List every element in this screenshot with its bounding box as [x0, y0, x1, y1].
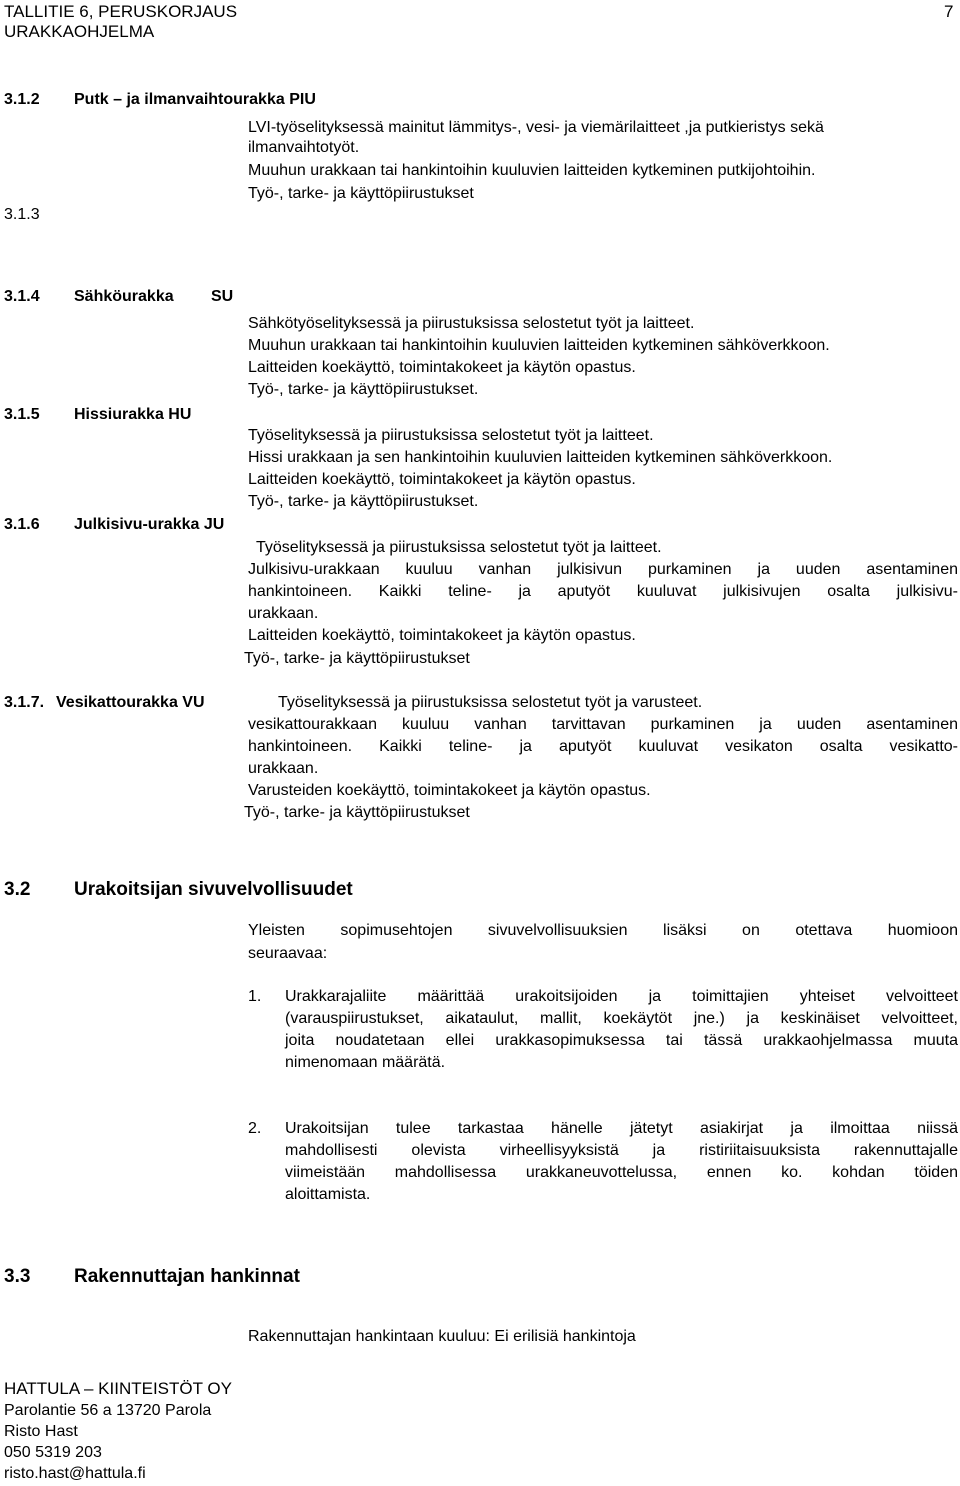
section-title-vu: Vesikattourakka VU — [56, 694, 205, 711]
list-item-number: 1. — [248, 988, 262, 1005]
ju-text-line: Työ-, tarke- ja käyttöpiirustukset — [244, 650, 470, 667]
piu-text-line: Työ-, tarke- ja käyttöpiirustukset — [248, 185, 474, 202]
list-item-2-line: viimeistään mahdollisessa urakkaneuvottelussa, ennen ko. kohdan töiden — [285, 1164, 958, 1181]
hu-text-block — [248, 425, 832, 513]
footer-person: Risto Hast — [4, 1423, 78, 1440]
piu-text-line: ilmanvaihtotyöt. — [248, 139, 360, 156]
footer-company: HATTULA – KIINTEISTÖT OY — [4, 1379, 232, 1398]
section-title-su: Sähköurakka — [74, 288, 174, 305]
hu-text-line: Hissi urakkaan ja sen hankintoihin kuuluvien laitteiden kytkeminen sähköverkkoon. — [248, 449, 833, 466]
section-number-3-1-2: 3.1.2 — [4, 91, 40, 108]
hankinnat-text: Rakennuttajan hankintaan kuuluu: Ei erilisiä hankintoja — [248, 1328, 636, 1345]
su-text-line: Laitteiden koekäyttö, toimintakokeet ja käytön opastus. — [248, 359, 636, 376]
section-title-hankinnat: Rakennuttajan hankinnat — [74, 1266, 300, 1287]
sivuvelvollisuudet-intro: seuraavaa: — [248, 945, 328, 962]
list-item-2-line: Urakoitsijan tulee tarkastaa hänelle jätetyt asiakirjat ja ilmoittaa niissä — [285, 1120, 958, 1137]
vu-text-line: Varusteiden koekäyttö, toimintakokeet ja käytön opastus. — [248, 782, 651, 799]
section-title-hu: Hissiurakka HU — [74, 406, 192, 423]
list-item-1-line: Urakkarajaliite määrittää urakoitsijoiden ja toimittajien yhteiset velvoitteet — [285, 988, 958, 1005]
list-item-2-line: mahdollisesti olevista virheellisyyksistä ja ristiriitaisuuksista rakennuttajalle — [285, 1142, 958, 1159]
vu-text-line: hankintoineen. Kaikki teline- ja aputyöt kuuluvat vesikaton osalta vesikatto- — [248, 738, 958, 755]
section-number-3-1-7: 3.1.7. — [4, 694, 45, 711]
section-title-piu: Putk – ja ilmanvaihtourakka PIU — [74, 91, 316, 108]
section-code-su: SU — [211, 288, 234, 305]
header-title: TALLITIE 6, PERUSKORJAUS — [4, 2, 238, 21]
ju-text-line: Laitteiden koekäyttö, toimintakokeet ja käytön opastus. — [248, 627, 636, 644]
page-number: 7 — [944, 2, 954, 21]
header-subtitle: URAKKAOHJELMA — [4, 22, 155, 41]
ju-text-line: Julkisivu-urakkaan kuuluu vanhan julkisivun purkaminen ja uuden asentaminen — [248, 561, 958, 578]
list-item-1-line: joita noudatetaan ellei urakkasopimuksessa tai tässä urakkaohjelmassa muuta — [285, 1032, 958, 1049]
sivuvelvollisuudet-intro: Yleisten sopimusehtojen sivuvelvollisuuksien lisäksi on otettava huomioon — [248, 922, 958, 939]
ju-text-line: hankintoineen. Kaikki teline- ja aputyöt kuuluvat julkisivujen osalta julkisivu- — [248, 583, 958, 600]
hu-text-line: Laitteiden koekäyttö, toimintakokeet ja käytön opastus. — [248, 471, 636, 488]
footer-phone: 050 5319 203 — [4, 1444, 102, 1461]
piu-text-line: LVI-työselityksessä mainitut lämmitys-, vesi- ja viemärilaitteet ,ja putkieristys sekä — [248, 119, 824, 136]
hu-text-line: Työselityksessä ja piirustuksissa selostetut työt ja laitteet. — [248, 427, 654, 444]
list-item-1-line: (varauspiirustukset, aikataulut, mallit, koekäytöt jne.) ja keskinäiset velvoitteet, — [285, 1010, 958, 1027]
vu-text-line: Työselityksessä ja piirustuksissa selostetut työt ja varusteet. — [278, 694, 703, 711]
ju-text-line: urakkaan. — [248, 605, 319, 622]
section-number-3-3: 3.3 — [4, 1266, 31, 1287]
section-title-ju: Julkisivu-urakka JU — [74, 516, 225, 533]
section-number-3-1-4: 3.1.4 — [4, 288, 40, 305]
su-text-block — [248, 313, 830, 401]
section-number-3-1-3: 3.1.3 — [4, 206, 40, 223]
ju-text-line: Työselityksessä ja piirustuksissa selostetut työt ja laitteet. — [256, 539, 662, 556]
hu-text-line: Työ-, tarke- ja käyttöpiirustukset. — [248, 493, 479, 510]
section-number-3-2: 3.2 — [4, 879, 31, 900]
footer-email: risto.hast@hattula.fi — [4, 1465, 146, 1482]
vu-text-line: vesikattourakkaan kuuluu vanhan tarvittavan purkaminen ja uuden asentaminen — [248, 716, 958, 733]
list-item-1-line: nimenomaan määrätä. — [285, 1054, 446, 1071]
footer-address: Parolantie 56 a 13720 Parola — [4, 1402, 212, 1419]
su-text-line: Työ-, tarke- ja käyttöpiirustukset. — [248, 381, 479, 398]
su-text-line: Sähkötyöselityksessä ja piirustuksissa selostetut työt ja laitteet. — [248, 315, 695, 332]
section-number-3-1-6: 3.1.6 — [4, 516, 40, 533]
list-item-number: 2. — [248, 1120, 262, 1137]
list-item-2-line: aloittamista. — [285, 1186, 371, 1203]
section-title-sivuvelvollisuudet: Urakoitsijan sivuvelvollisuudet — [74, 879, 353, 900]
section-number-3-1-5: 3.1.5 — [4, 406, 40, 423]
vu-text-line: Työ-, tarke- ja käyttöpiirustukset — [244, 804, 470, 821]
vu-text-line: urakkaan. — [248, 760, 319, 777]
piu-text-line: Muuhun urakkaan tai hankintoihin kuuluvien laitteiden kytkeminen putkijohtoihin. — [248, 162, 816, 179]
su-text-line: Muuhun urakkaan tai hankintoihin kuuluvien laitteiden kytkeminen sähköverkkoon. — [248, 337, 830, 354]
